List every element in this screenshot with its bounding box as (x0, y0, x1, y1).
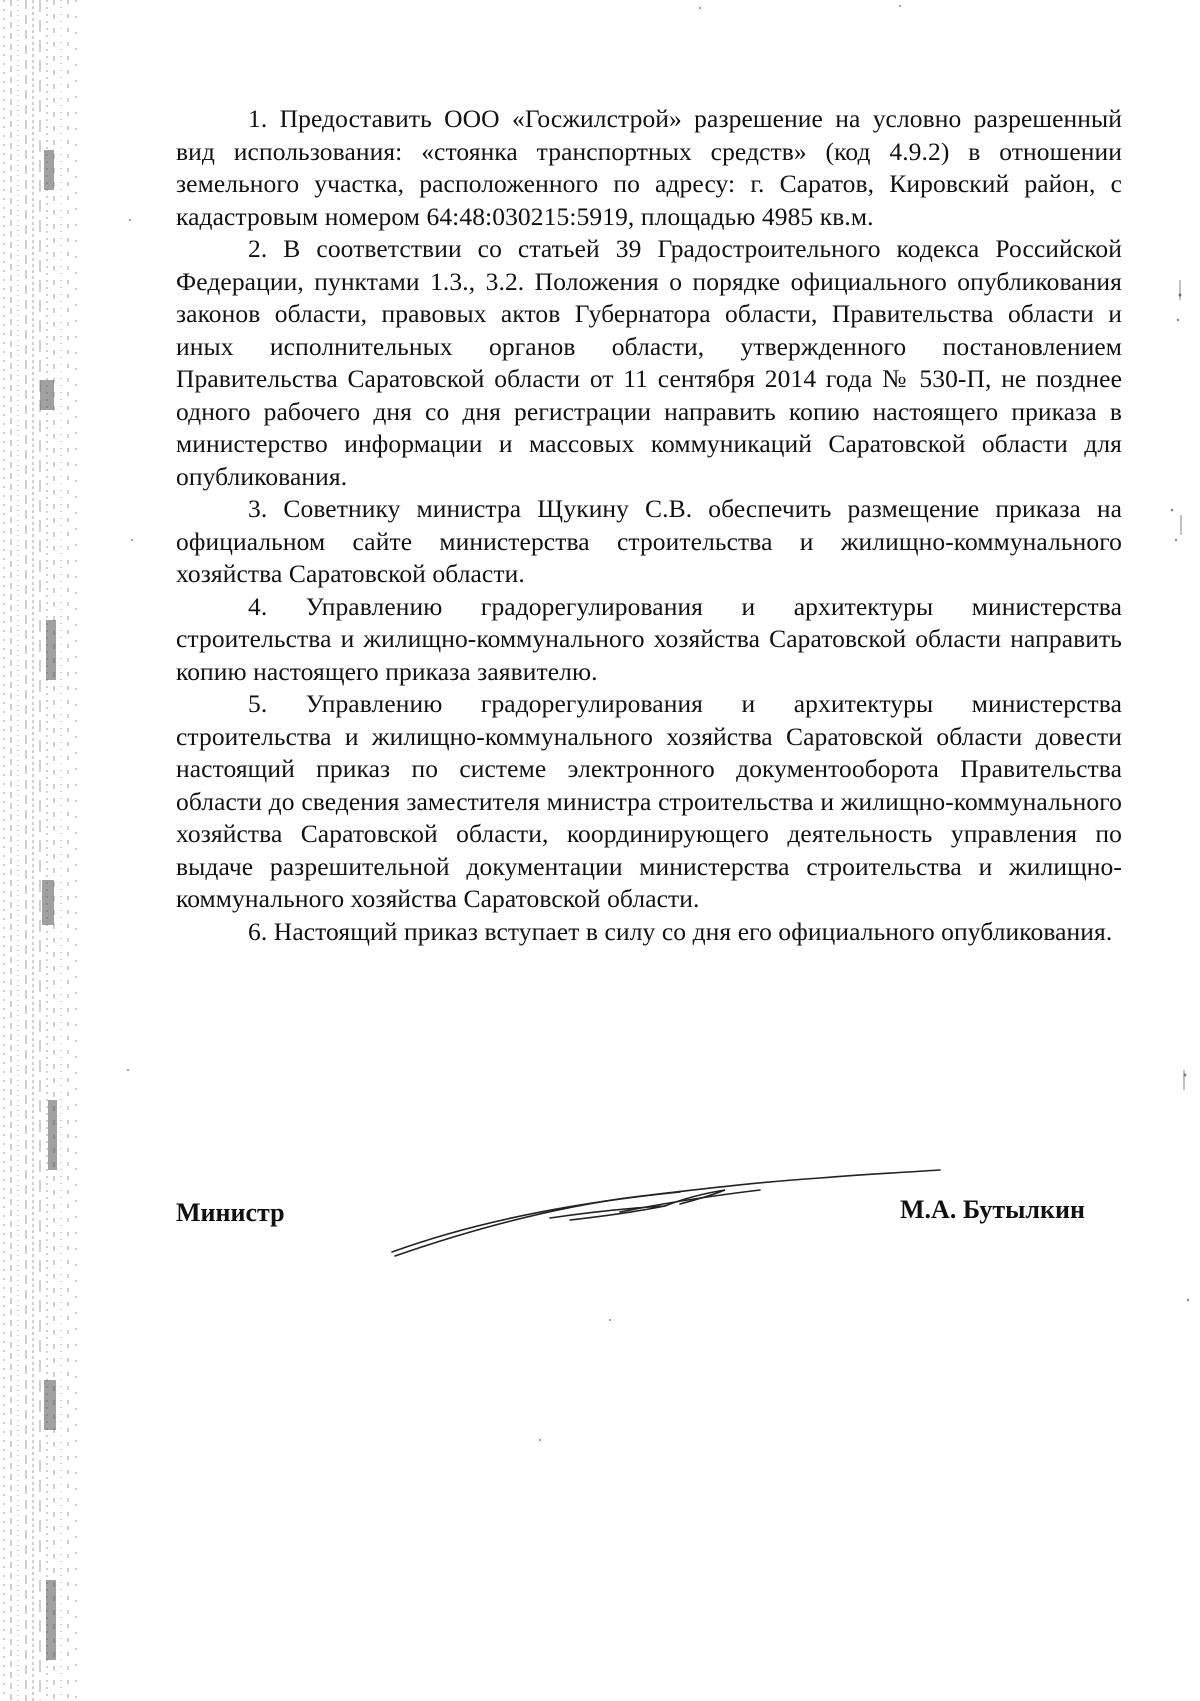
paragraph-2: 2. В соответствии со статьей 39 Градостроительного кодекса Российской Федерации, пунктами 1.3., 3.2. Положения о порядке официального опубликования законов области, правовых актов Губернатора области, Правительства области и иных исполнительных органов области, утвержденного постановлением Правительства Саратовской области от 11 сентября 2014 года № 530-П, не позднее одного рабочего дня со дня регистрации направить копию настоящего приказа в министерство информации и массовых коммуникаций Саратовской области для опубликования. (176, 234, 1122, 491)
handwritten-signature (380, 1160, 950, 1260)
scan-edge-noise (0, 0, 90, 1701)
document-body (176, 103, 1122, 948)
paragraph-3: 3. Советнику министра Щукину С.В. обеспечить размещение приказа на официальном сайте министерства строительства и жилищно-коммунального хозяйства Саратовской области. (176, 494, 1122, 588)
paragraph-4: 4. Управлению градорегулирования и архитектуры министерства строительства и жилищно-коммунального хозяйства Саратовской области направить копию настоящего приказа заявителю. (176, 591, 1122, 686)
signature-block (0, 1160, 1200, 1280)
paragraph-5: 5. Управлению градорегулирования и архитектуры министерства строительства и жилищно-коммунального хозяйства Саратовской области довести настоящий приказ по системе электронного документооборота Правительства области до сведения заместителя министра строительства и жилищно-коммунального хозяйства Саратовской области, координирующего деятельность управления по выдаче разрешительной документации министерства строительства и жилищно-коммунального хозяйства Саратовской области. (176, 689, 1122, 913)
paragraph-1: 1. Предоставить ООО «Госжилстрой» разрешение на условно разрешенный вид использования: «стоянка транспортных средств» (код 4.9.2) в отношении земельного участка, расположенного по адресу: г. Саратов, Кировский район, с кадастровым номером 64:48:030215:5919, площадью 4985 кв.м. (176, 104, 1122, 231)
signer-name: М.А. Бутылкин (900, 1195, 1085, 1224)
signer-title: Министр (176, 1198, 285, 1227)
paragraph-6: 6. Настоящий приказ вступает в силу со дня его официального опубликования. (248, 916, 1113, 946)
